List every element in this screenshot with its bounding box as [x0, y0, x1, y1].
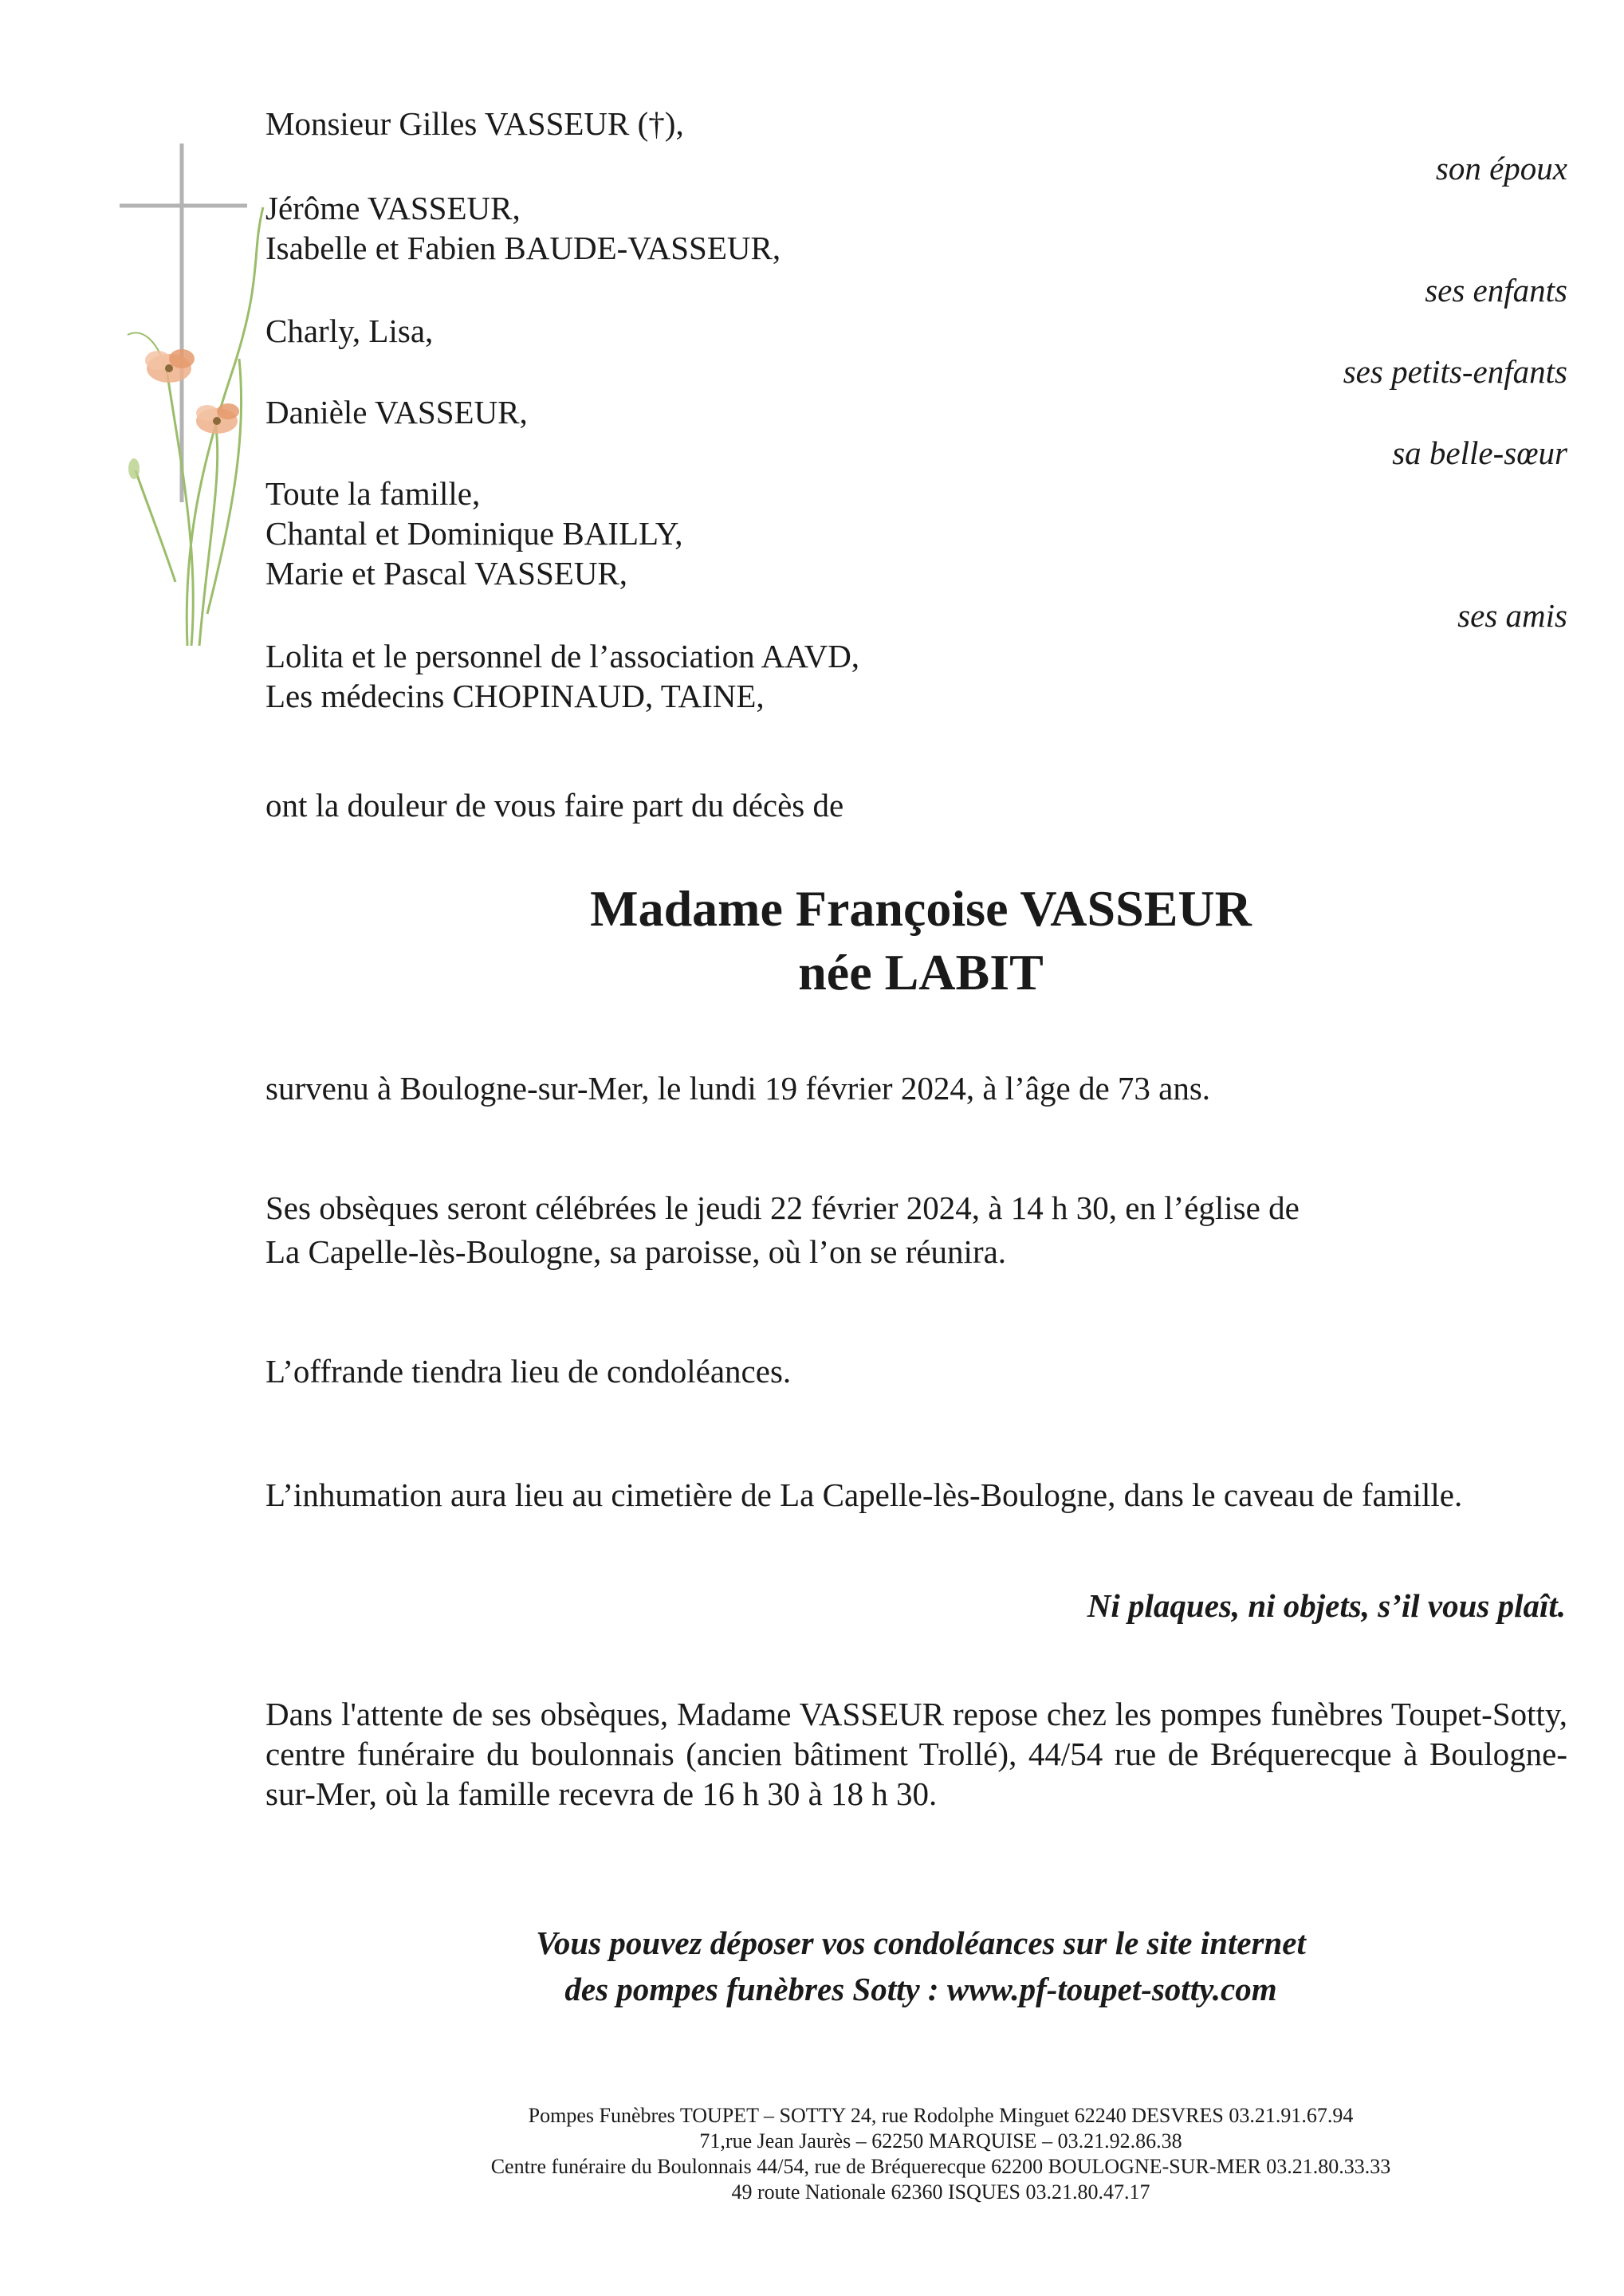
- family-relatives-1: Toute la famille,: [265, 475, 481, 512]
- footer-line-3: Centre funéraire du Boulonnais 44/54, rue de Bréquerecque 62200 BOULOGNE-SUR-MER 03.21.80.33.33: [490, 2155, 1391, 2178]
- relation-friends: ses amis: [1457, 597, 1567, 634]
- footer-line-4: 49 route Nationale 62360 ISQUES 03.21.80.47.17: [731, 2180, 1150, 2204]
- family-friends-1: Lolita et le personnel de l’association AAVD,: [265, 638, 860, 674]
- family-relatives-3: Marie et Pascal VASSEUR,: [265, 555, 628, 592]
- announcement-text: ont la douleur de vous faire part du décès de: [265, 787, 844, 824]
- family-sister-in-law: Danièle VASSEUR,: [265, 394, 528, 431]
- footer-line-1: Pompes Funèbres TOUPET – SOTTY 24, rue Rodolphe Minguet 62240 DESVRES 03.21.91.67.94: [528, 2104, 1354, 2127]
- family-spouse: Monsieur Gilles VASSEUR (†),: [265, 105, 684, 142]
- funeral-line-2: La Capelle-lès-Boulogne, sa paroisse, où l’on se réunira.: [265, 1233, 1007, 1270]
- burial-text: L’inhumation aura lieu au cimetière de La Capelle-lès-Boulogne, dans le caveau de famille.: [265, 1476, 1463, 1513]
- offering-text: L’offrande tiendra lieu de condoléances.: [265, 1353, 792, 1390]
- relations-column: [0, 0, 1567, 718]
- funeral-line-1: Ses obsèques seront célébrées le jeudi 22 février 2024, à 14 h 30, en l’église de: [265, 1189, 1300, 1226]
- family-relatives-2: Chantal et Dominique BAILLY,: [265, 515, 683, 552]
- relation-spouse: son époux: [1435, 150, 1567, 187]
- family-children-2: Isabelle et Fabien BAUDE-VASSEUR,: [265, 230, 781, 266]
- deceased-name: Madame Françoise VASSEUR: [590, 880, 1252, 937]
- no-plaques-notice: Ni plaques, ni objets, s’il vous plaît.: [1087, 1587, 1566, 1624]
- condolences-block: [263, 1920, 1579, 2012]
- family-friends-2: Les médecins CHOPINAUD, TAINE,: [265, 678, 765, 714]
- footer-line-2: 71,rue Jean Jaurès – 62250 MARQUISE – 03.21.92.86.38: [699, 2129, 1182, 2152]
- condolences-line-1: Vous pouvez déposer vos condoléances sur le site internet: [536, 1924, 1306, 1961]
- deceased-block: [263, 877, 1579, 1005]
- relation-grandchildren: ses petits-enfants: [1343, 353, 1567, 390]
- footer-contacts: [319, 2103, 1563, 2205]
- family-children-1: Jérôme VASSEUR,: [265, 190, 521, 226]
- relation-sister-in-law: sa belle-sœur: [1392, 434, 1567, 471]
- relation-children: ses enfants: [1425, 272, 1567, 309]
- death-info: survenu à Boulogne-sur-Mer, le lundi 19 février 2024, à l’âge de 73 ans.: [265, 1070, 1211, 1107]
- condolences-line-2: des pompes funèbres Sotty : www.pf-toupet-sotty.com: [564, 1971, 1277, 2007]
- deceased-maiden-name: née LABIT: [798, 944, 1044, 1001]
- repose-paragraph: Dans l'attente de ses obsèques, Madame VASSEUR repose chez les pompes funèbres Toupet-Sotty, centre funéraire du boulonnais (ancien bâtiment Trollé), 44/54 rue de Bréquerecque à Boulogne-sur-Mer, où la famille recevra de 16 h 30 à 18 h 30.: [265, 1696, 1567, 1812]
- family-grandchildren: Charly, Lisa,: [265, 313, 434, 349]
